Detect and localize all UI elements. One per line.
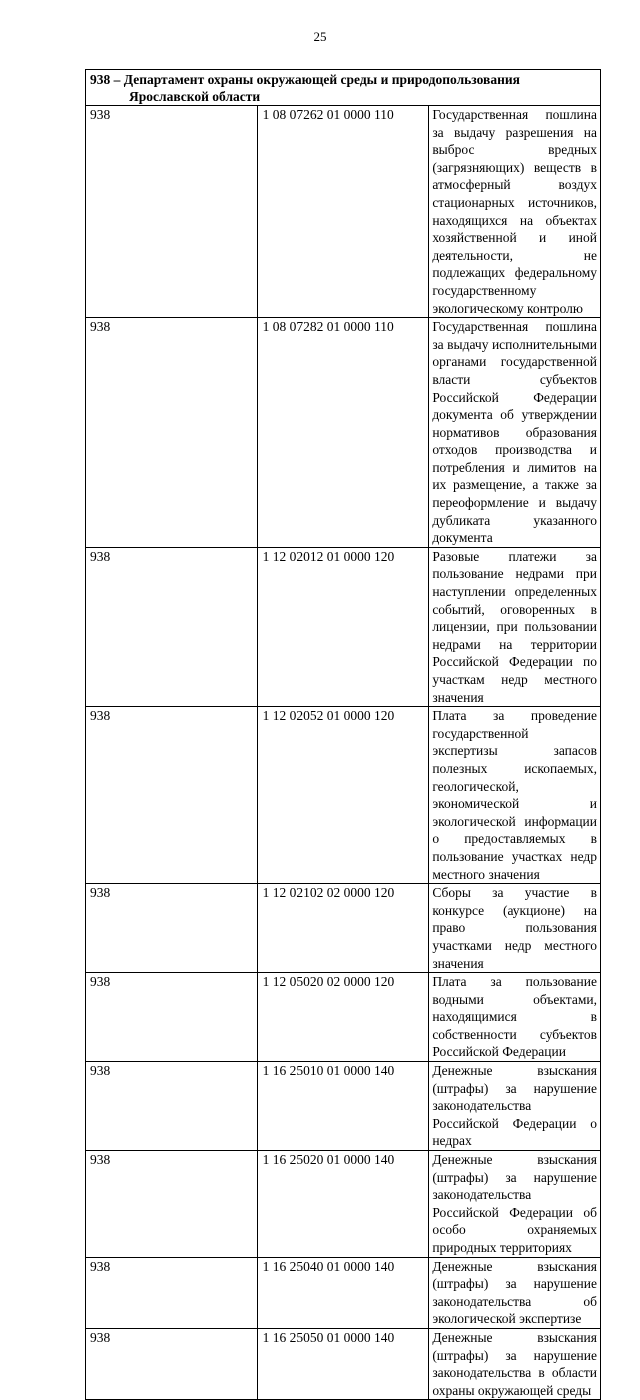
revenue-description-cell: Денежные взыскания (штрафы) за нарушение законодательства в области охраны окружающей среды: [429, 1328, 601, 1399]
revenue-description-cell: Сборы за участие в конкурсе (аукционе) на право пользования участками недр местного значения: [429, 884, 601, 973]
admin-code-cell: 938: [86, 707, 258, 884]
department-header-line1: 938 – Департамент охраны окружающей среды и природопользования: [90, 72, 520, 87]
revenue-description-cell: Плата за пользование водными объектами, находящимися в собственности субъектов Российской Федерации: [429, 973, 601, 1062]
budget-code-cell: 1 16 25010 01 0000 140: [257, 1062, 429, 1151]
admin-code-cell: 938: [86, 1062, 258, 1151]
table-row: [86, 1062, 601, 1151]
department-header-cell: [86, 70, 601, 106]
table-row: [86, 547, 601, 706]
admin-code-cell: 938: [86, 318, 258, 548]
admin-code-cell: 938: [86, 106, 258, 318]
admin-code-cell: 938: [86, 1328, 258, 1399]
revenue-description-cell: Разовые платежи за пользование недрами при наступлении определенных событий, оговоренных в лицензии, при пользовании недрами на территории Российской Федерации по участкам недр местного значения: [429, 547, 601, 706]
table-row: [86, 1151, 601, 1258]
table-header-row: [86, 70, 601, 106]
table-row: [86, 707, 601, 884]
budget-code-cell: 1 08 07282 01 0000 110: [257, 318, 429, 548]
revenue-description-cell: Плата за проведение государственной экспертизы запасов полезных ископаемых, геологической, экономической и экологической информации о предоставляемых в пользование участках недр местного значения: [429, 707, 601, 884]
admin-code-cell: 938: [86, 1151, 258, 1258]
admin-code-cell: 938: [86, 547, 258, 706]
table-row: [86, 1257, 601, 1328]
department-header-line2: Ярославской области: [129, 89, 261, 104]
table-row: [86, 1328, 601, 1399]
table-row: [86, 106, 601, 318]
table-row: [86, 884, 601, 973]
budget-code-cell: 1 16 25050 01 0000 140: [257, 1328, 429, 1399]
budget-code-cell: 1 12 05020 02 0000 120: [257, 973, 429, 1062]
table-row: [86, 318, 601, 548]
page-number: 25: [313, 29, 327, 44]
revenue-description-cell: Денежные взыскания (штрафы) за нарушение законодательства об экологической экспертизе: [429, 1257, 601, 1328]
revenue-description-cell: Денежные взыскания (штрафы) за нарушение законодательства Российской Федерации о недрах: [429, 1062, 601, 1151]
admin-code-cell: 938: [86, 973, 258, 1062]
table-row: [86, 973, 601, 1062]
budget-code-cell: 1 12 02102 02 0000 120: [257, 884, 429, 973]
budget-code-cell: 1 08 07262 01 0000 110: [257, 106, 429, 318]
budget-code-cell: 1 16 25040 01 0000 140: [257, 1257, 429, 1328]
budget-revenue-table: [85, 69, 601, 1400]
budget-code-cell: 1 16 25020 01 0000 140: [257, 1151, 429, 1258]
admin-code-cell: 938: [86, 1257, 258, 1328]
revenue-description-cell: Государственная пошлина за выдачу разрешения на выброс вредных (загрязняющих) веществ в атмосферный воздух стационарных источников, находящихся на объектах хозяйственной и иной деятельности, не подлежащих федеральному государственному экологическому контролю: [429, 106, 601, 318]
revenue-description-cell: Денежные взыскания (штрафы) за нарушение законодательства Российской Федерации об особо охраняемых природных территориях: [429, 1151, 601, 1258]
budget-code-cell: 1 12 02012 01 0000 120: [257, 547, 429, 706]
budget-code-cell: 1 12 02052 01 0000 120: [257, 707, 429, 884]
admin-code-cell: 938: [86, 884, 258, 973]
revenue-description-cell: Государственная пошлина за выдачу исполнительными органами государственной власти субъектов Российской Федерации документа об утверждении нормативов образования отходов производства и потребления и лимитов на их размещение, а также за переоформление и выдачу дубликата указанного документа: [429, 318, 601, 548]
